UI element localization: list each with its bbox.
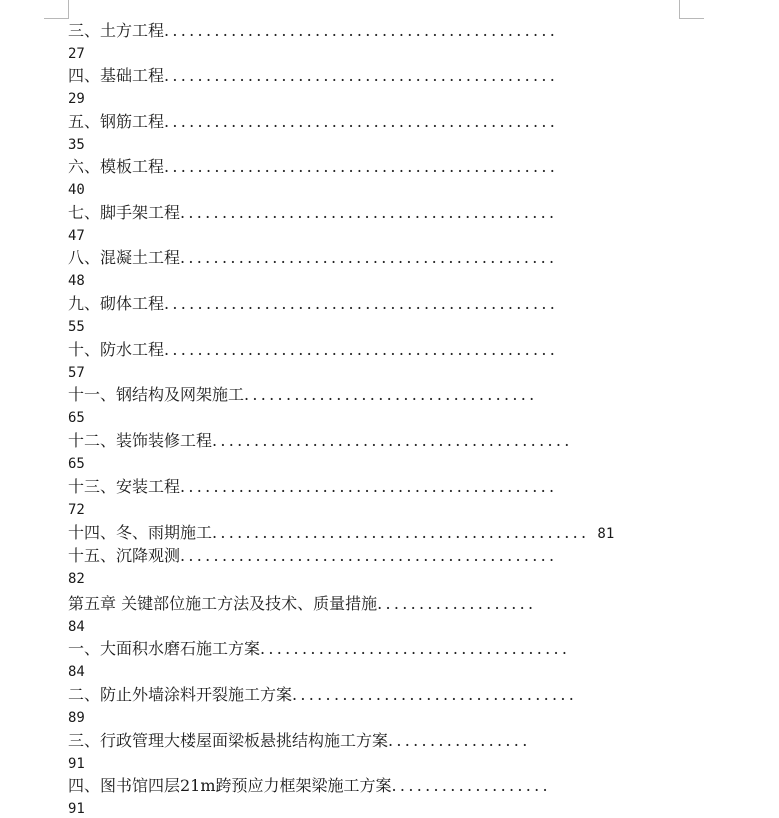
- toc-page-number: 48: [68, 273, 85, 289]
- toc-page-number: 89: [68, 710, 85, 726]
- toc-page-number: 35: [68, 137, 85, 153]
- toc-page-number: 27: [68, 46, 85, 62]
- toc-entry-title: 九、砌体工程: [68, 294, 165, 313]
- page-corner-mark-left: [44, 0, 69, 19]
- toc-entry-title: 第五章 关键部位施工方法及技术、质量措施: [68, 594, 378, 613]
- toc-page-number: 29: [68, 91, 85, 107]
- toc-leader-dots: .....................................: [260, 639, 571, 658]
- toc-entry[interactable]: [68, 111, 558, 133]
- toc-leader-dots: .............................................: [180, 477, 558, 496]
- toc-page-number: 91: [68, 756, 85, 772]
- toc-leader-dots: .............................................: [180, 248, 558, 267]
- toc-entry[interactable]: [68, 430, 573, 452]
- toc-entry[interactable]: [68, 593, 536, 615]
- toc-leader-dots: ...............................................: [164, 340, 559, 359]
- toc-entry-title: 三、行政管理大楼屋面梁板悬挑结构施工方案: [68, 731, 389, 750]
- toc-entry-title: 十、防水工程: [68, 340, 165, 359]
- toc-leader-dots: .................: [388, 731, 531, 750]
- toc-leader-dots: ...................: [391, 776, 551, 795]
- toc-entry-title: 八、混凝土工程: [68, 248, 181, 267]
- toc-entry-title: 十一、钢结构及网架施工: [68, 385, 245, 404]
- toc-entry[interactable]: [68, 20, 558, 42]
- toc-entry[interactable]: [68, 247, 557, 269]
- toc-page-number: 81: [597, 526, 615, 542]
- toc-entry[interactable]: [68, 384, 538, 406]
- toc-leader-dots: ...............................................: [164, 21, 559, 40]
- toc-entry[interactable]: [68, 65, 558, 87]
- toc-entry[interactable]: [68, 730, 531, 752]
- toc-page-number: 65: [68, 456, 85, 472]
- toc-leader-dots: .............................................: [180, 546, 558, 565]
- toc-leader-dots: ...................................: [244, 385, 538, 404]
- toc-entry-title: 四、基础工程: [68, 66, 165, 85]
- toc-entry[interactable]: [68, 339, 558, 361]
- toc-entry-title: 十四、冬、雨期施工: [68, 523, 213, 542]
- toc-entry[interactable]: [68, 156, 558, 178]
- toc-entry[interactable]: [68, 522, 614, 545]
- toc-entry[interactable]: [68, 202, 557, 224]
- toc-entry-title: 七、脚手架工程: [68, 203, 181, 222]
- toc-page-number: 65: [68, 410, 85, 426]
- toc-entry[interactable]: [68, 545, 557, 567]
- toc-leader-dots: .............................................: [180, 203, 558, 222]
- toc-entry-title: 二、防止外墙涂料开裂施工方案: [68, 685, 293, 704]
- toc-page-number: 57: [68, 365, 85, 381]
- toc-entry-title: 三、土方工程: [68, 21, 165, 40]
- toc-leader-dots: ...........................................: [212, 431, 573, 450]
- toc-entry[interactable]: [68, 684, 577, 706]
- toc-leader-dots: ..................................: [292, 685, 578, 704]
- toc-entry[interactable]: [68, 293, 558, 315]
- toc-entry-title: 十二、装饰装修工程: [68, 431, 213, 450]
- toc-entry-title: 一、大面积水磨石施工方案: [68, 639, 261, 658]
- page-corner-mark-right: [679, 0, 704, 19]
- toc-leader-dots: ...............................................: [164, 112, 559, 131]
- toc-page-number: 84: [68, 664, 85, 680]
- toc-page-number: 72: [68, 502, 85, 518]
- toc-entry[interactable]: [68, 476, 557, 498]
- toc-entry-title: 十三、安装工程: [68, 477, 181, 496]
- toc-leader-dots: ...............................................: [164, 66, 559, 85]
- toc-entry-title: 六、模板工程: [68, 157, 165, 176]
- toc-entry-title: 四、图书馆四层21m跨预应力框架梁施工方案: [68, 776, 392, 795]
- toc-page-number: 84: [68, 619, 85, 635]
- toc-page-number: 55: [68, 319, 85, 335]
- toc-leader-dots: ...................: [377, 594, 537, 613]
- toc-leader-dots: ...............................................: [164, 294, 559, 313]
- toc-page-number: 82: [68, 571, 85, 587]
- toc-entry-title: 五、钢筋工程: [68, 112, 165, 131]
- toc-page-number: 47: [68, 228, 85, 244]
- toc-leader-dots: ...............................................: [164, 157, 559, 176]
- toc-entry[interactable]: [68, 638, 570, 660]
- toc-entry[interactable]: [68, 775, 551, 797]
- toc-entry-title: 十五、沉降观测: [68, 546, 181, 565]
- toc-leader-dots: .............................................: [212, 523, 590, 542]
- toc-page-number: 40: [68, 182, 85, 198]
- toc-page-number: 91: [68, 801, 85, 817]
